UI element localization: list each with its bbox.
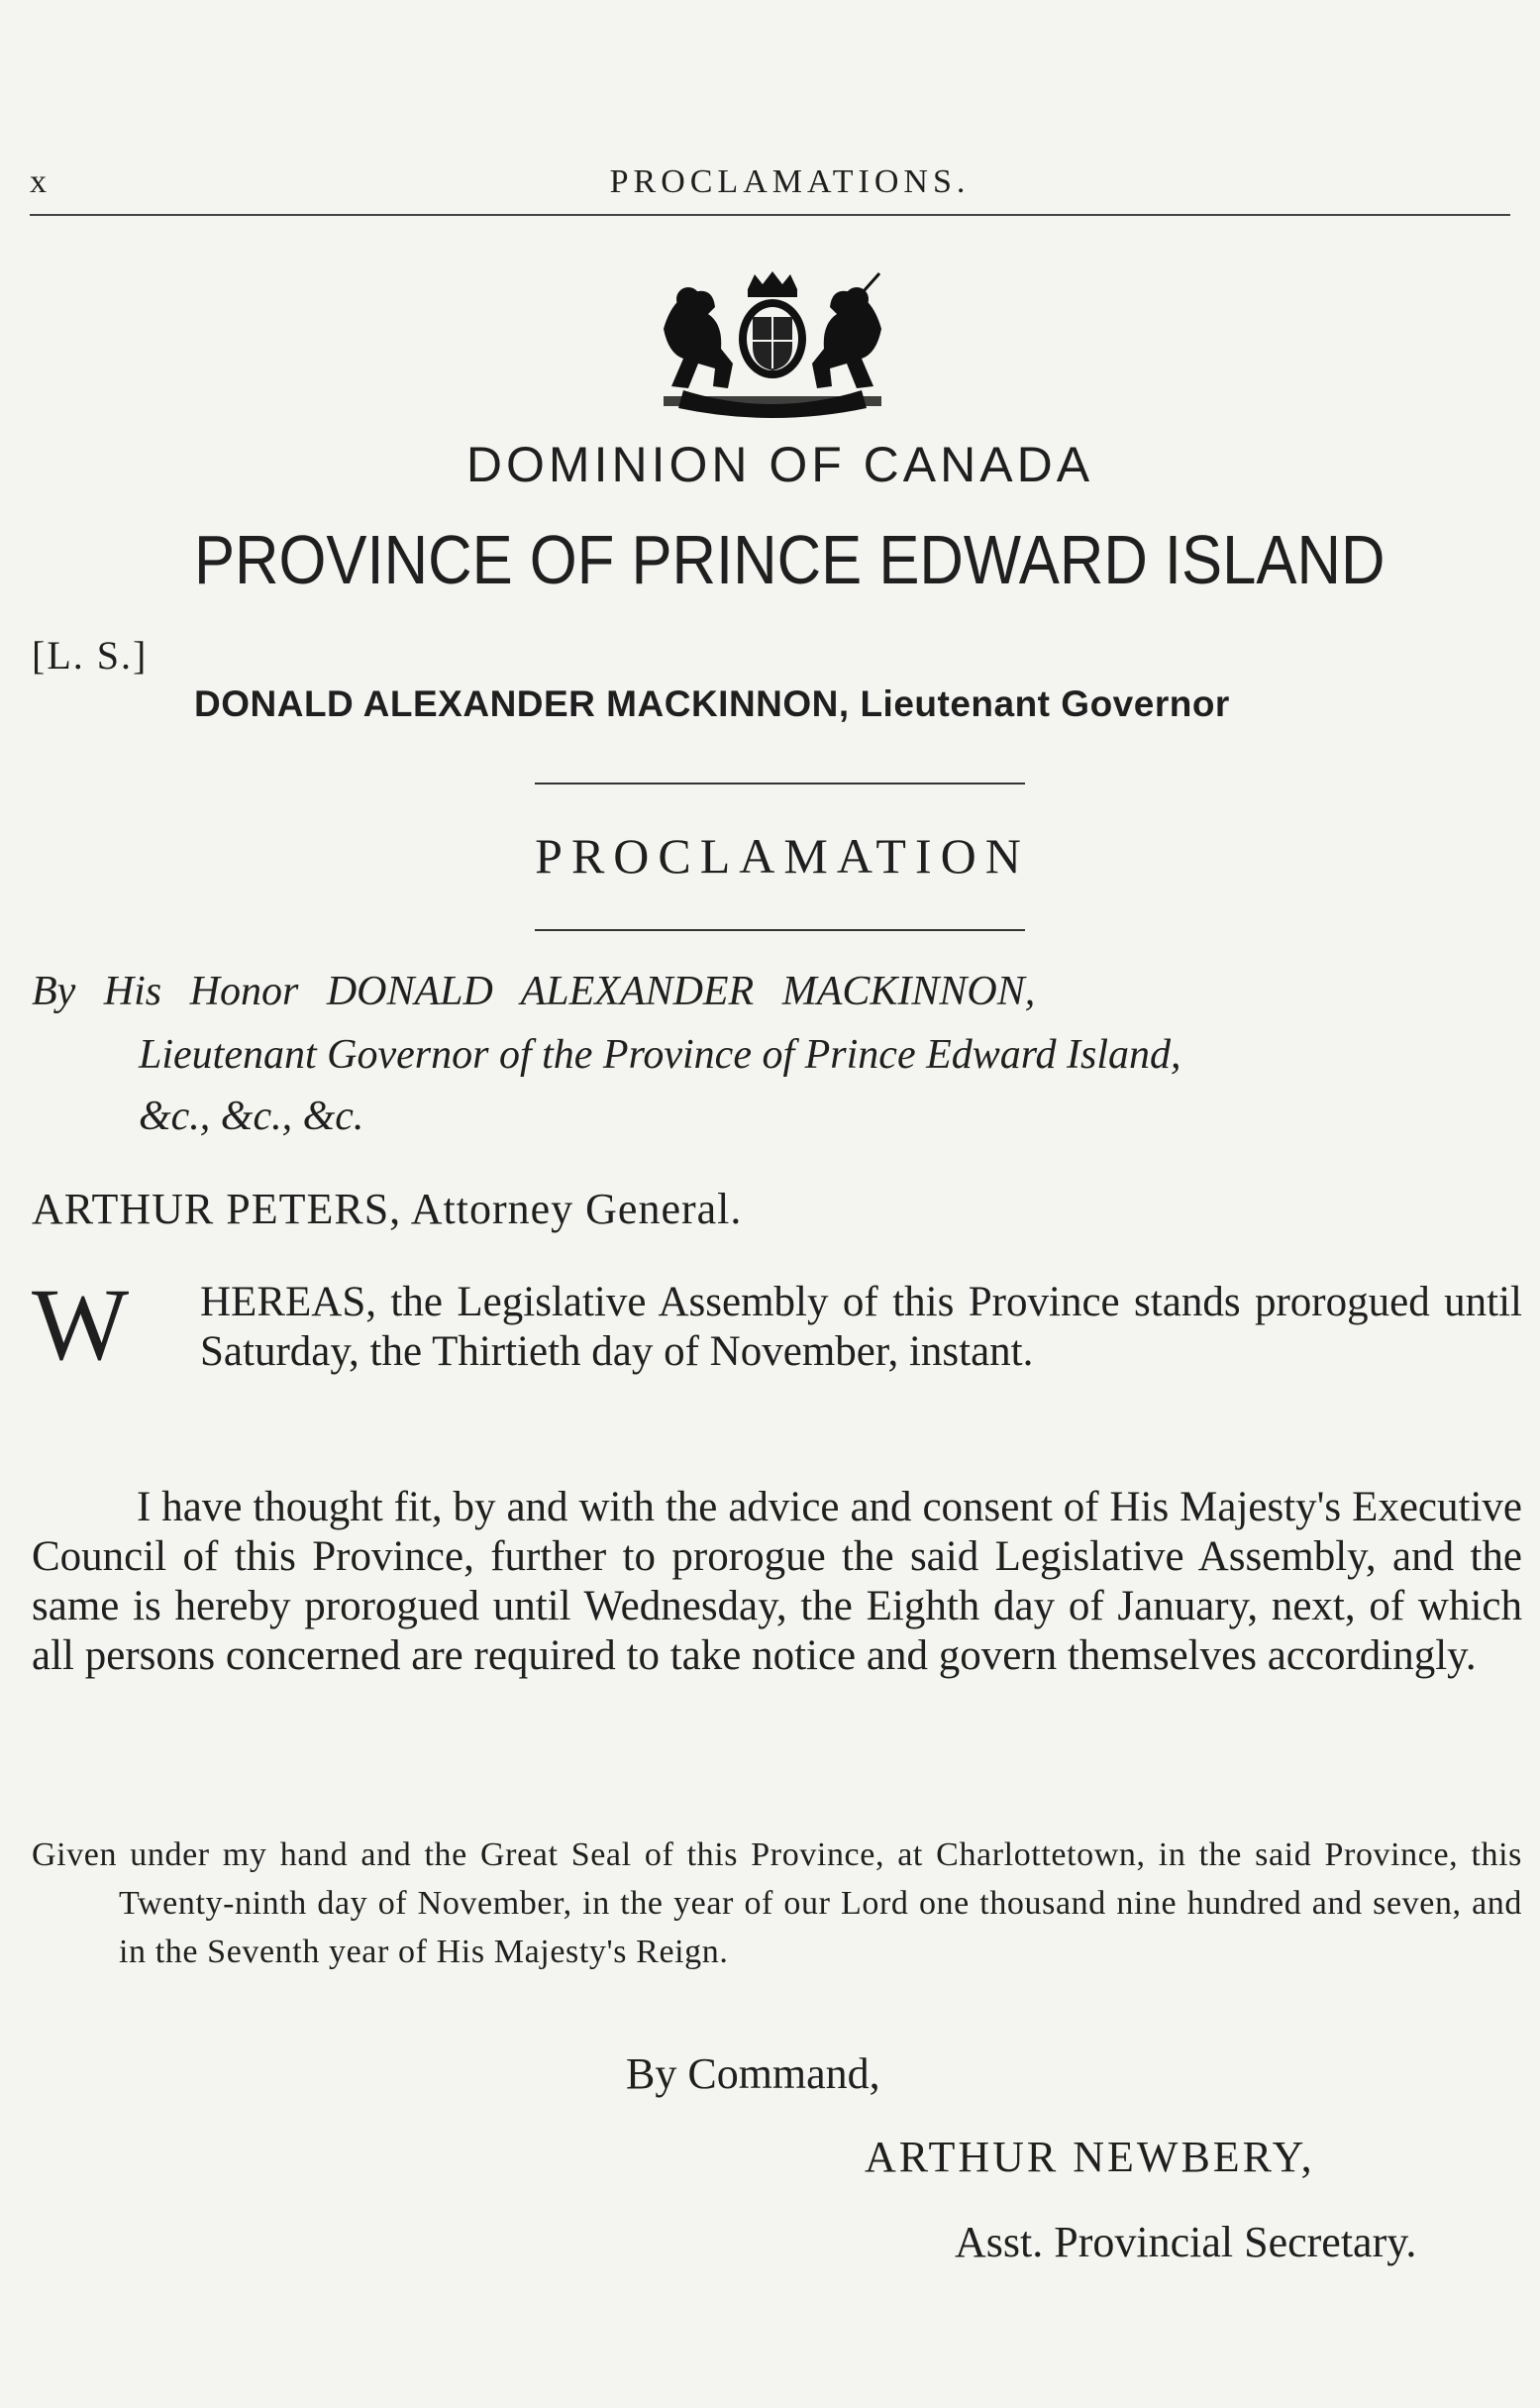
royal-coat-of-arms-icon bbox=[644, 269, 901, 418]
province-heading: PROVINCE OF PRINCE EDWARD ISLAND bbox=[193, 521, 1386, 598]
attorney-general-line: ARTHUR PETERS, Attorney General. bbox=[32, 1185, 743, 1233]
running-head-title: PROCLAMATIONS. bbox=[609, 163, 971, 200]
given-under-text: Given under my hand and the Great Seal of this Province, at Charlottetown, in the said Province, this Twenty-ninth day of November, in the year of our Lord one thousand nine hundred and seven, and in the Seventh year of His Majesty's Reign. bbox=[32, 1836, 1522, 1970]
running-head-rule bbox=[30, 214, 1510, 216]
whereas-paragraph bbox=[32, 1268, 1522, 1382]
dominion-heading: DOMINION OF CANADA bbox=[465, 437, 1094, 492]
by-command-line: By Command, bbox=[626, 2049, 880, 2098]
coat-of-arms-graphic bbox=[644, 269, 901, 418]
by-his-honor-line-3: &c., &c., &c. bbox=[139, 1094, 364, 1139]
by-his-honor-line-1: By His Honor DONALD ALEXANDER MACKINNON, bbox=[32, 969, 1036, 1014]
page-number: x bbox=[30, 163, 47, 200]
seal-mark: [L. S.] bbox=[32, 633, 149, 678]
by-his-honor-line-2: Lieutenant Governor of the Province of Prince Edward Island, bbox=[139, 1032, 1181, 1078]
running-head bbox=[30, 149, 1510, 208]
title-rule-bottom bbox=[535, 929, 1025, 931]
drop-cap: W bbox=[32, 1268, 130, 1382]
proclamation-title: PROCLAMATION bbox=[535, 828, 1030, 884]
body-paragraph: I have thought fit, by and with the advice and consent of His Majesty's Executive Council of this Province, further to prorogue the said Legislative Assembly, and the same is hereby prorogued until Wednesday, the Eighth day of January, next, of which all persons concerned are required to take notice and govern themselves accordingly. bbox=[32, 1484, 1522, 1679]
governor-line: DONALD ALEXANDER MACKINNON, Lieutenant Governor bbox=[194, 683, 1230, 724]
whereas-text: HEREAS, the Legislative Assembly of this Province stands prorogued until Saturday, the Thirtieth day of November, instant. bbox=[200, 1279, 1522, 1375]
given-under-paragraph bbox=[32, 1831, 1522, 1976]
signer-title: Asst. Provincial Secretary. bbox=[955, 2218, 1417, 2266]
title-rule-top bbox=[535, 783, 1025, 785]
signer-name: ARTHUR NEWBERY, bbox=[865, 2133, 1315, 2181]
